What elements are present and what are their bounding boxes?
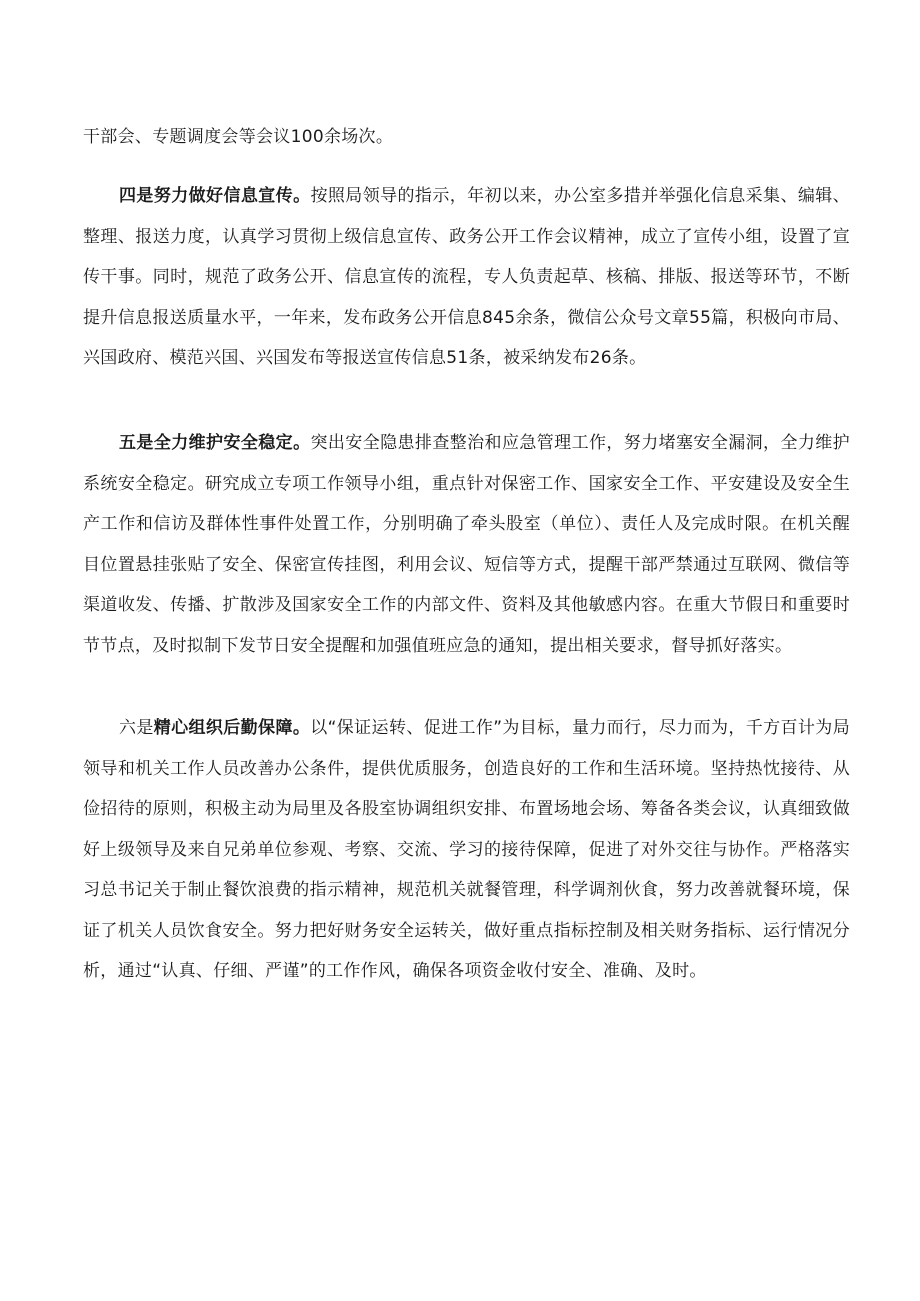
paragraph-text: [83, 423, 850, 666]
paragraph-body: 突出安全隐患排查整治和应急管理工作，努力堵塞安全漏洞，全力维护系统安全稳定。研究成立专项工作领导小组，重点针对保密工作、国家安全工作、平安建设及安全生产工作和信访及群体性事件处置工作，分别明确了牵头股室（单位）、责任人及完成时限。在机关醒目位置悬挂张贴了安全、保密宣传挂图，利用会议、短信等方式，提醒干部严禁通过互联网、微信等渠道收发、传播、扩散涉及国家安全工作的内部文件、资料及其他敏感内容。在重大节假日和重要时节节点，及时拟制下发节日安全提醒和加强值班应急的通知，提出相关要求，督导抓好落实。: [83, 433, 850, 656]
paragraph-logistics-support: [83, 708, 850, 992]
paragraph-body: 干部会、专题调度会等会议100余场次。: [83, 127, 394, 147]
paragraph-safety-stability: [83, 423, 850, 666]
paragraph-information-publicity: [83, 176, 850, 379]
paragraph-text: [83, 176, 850, 379]
paragraph-heading: 精心组织后勤保障。: [153, 718, 311, 738]
paragraph-prefix: 六是: [119, 718, 154, 738]
paragraph-heading: 五是全力维护安全稳定。: [119, 433, 311, 453]
paragraph-meetings-continued: [83, 117, 850, 158]
paragraph-heading: 四是努力做好信息宣传。: [119, 186, 311, 206]
paragraph-text: [83, 708, 850, 992]
paragraph-body: 按照局领导的指示，年初以来，办公室多措并举强化信息采集、编辑、整理、报送力度，认真学习贯彻上级信息宣传、政务公开工作会议精神，成立了宣传小组，设置了宣传干事。同时，规范了政务公开、信息宣传的流程，专人负责起草、核稿、排版、报送等环节，不断提升信息报送质量水平，一年来，发布政务公开信息845余条，微信公众号文章55篇，积极向市局、兴国政府、模范兴国、兴国发布等报送宣传信息51条，被采纳发布26条。: [83, 186, 850, 368]
paragraph-body: 以“保证运转、促进工作”为目标，量力而行，尽力而为，千方百计为局领导和机关工作人员改善办公条件，提供优质服务，创造良好的工作和生活环境。坚持热忱接待、从俭招待的原则，积极主动为局里及各股室协调组织安排、布置场地会场、筹备各类会议，认真细致做好上级领导及来自兄弟单位参观、考察、交流、学习的接待保障，促进了对外交往与协作。严格落实习总书记关于制止餐饮浪费的指示精神，规范机关就餐管理，科学调剂伙食，努力改善就餐环境，保证了机关人员饮食安全。努力把好财务安全运转关，做好重点指标控制及相关财务指标、运行情况分析，通过“认真、仔细、严谨”的工作作风，确保各项资金收付安全、准确、及时。: [83, 718, 850, 981]
